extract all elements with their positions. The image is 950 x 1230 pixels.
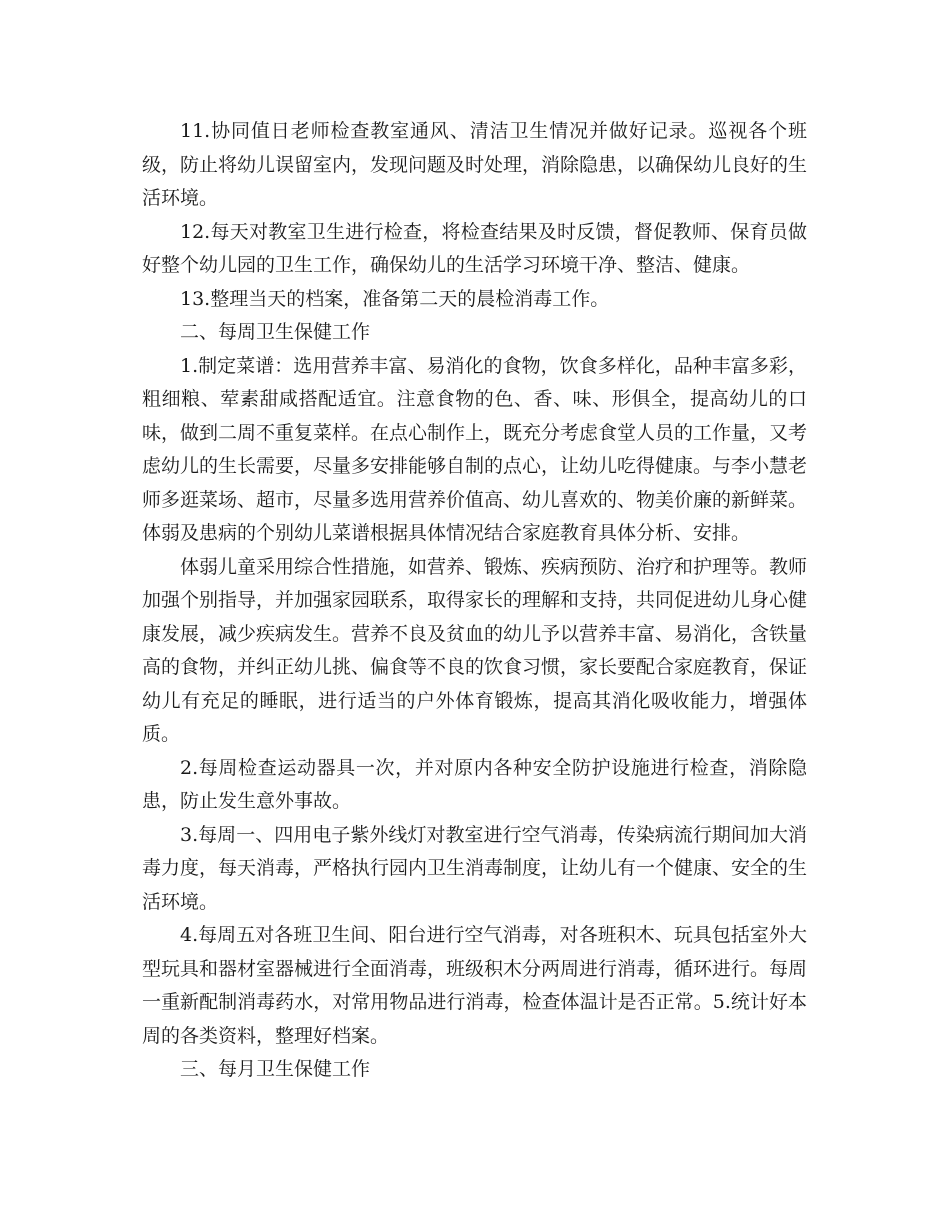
- paragraph-weekly-friday-disinfection: 4.每周五对各班卫生间、阳台进行空气消毒，对各班积木、玩具包括室外大型玩具和器材室器械进行全面消毒，班级积木分两周进行消毒，循环进行。每周一重新配制消毒药水，对常用物品进行消毒，检查体温计是否正常。5.统计好本周的各类资料，整理好档案。: [142, 924, 808, 1047]
- section-heading-weekly: 二、每周卫生保健工作: [180, 321, 371, 343]
- paragraph-item-11: 11.协同值日老师检查教室通风、清洁卫生情况并做好记录。巡视各个班级，防止将幼儿误留室内，发现问题及时处理，消除隐患，以确保幼儿良好的生活环境。: [142, 120, 808, 209]
- section-heading-monthly: 三、每月卫生保健工作: [180, 1058, 371, 1080]
- paragraph-item-13: 13.整理当天的档案，准备第二天的晨检消毒工作。: [180, 287, 610, 310]
- paragraph-weekly-menu: 1.制定菜谱：选用营养丰富、易消化的食物，饮食多样化，品种丰富多彩，粗细粮、荤素甜咸搭配适宜。注意食物的色、香、味、形俱全，提高幼儿的口味，做到二周不重复菜样。在点心制作上，既充分考虑食堂人员的工作量，又考虑幼儿的生长需要，尽量多安排能够自制的点心，让幼儿吃得健康。与李小慧老师多逛菜场、超市，尽量多选用营养价值高、幼儿喜欢的、物美价廉的新鲜菜。体弱及患病的个别幼儿菜谱根据具体情况结合家庭教育具体分析、安排。: [142, 354, 808, 544]
- paragraph-weekly-uv-disinfection: 3.每周一、四用电子紫外线灯对教室进行空气消毒，传染病流行期间加大消毒力度，每天消毒，严格执行园内卫生消毒制度，让幼儿有一个健康、安全的生活环境。: [142, 823, 808, 913]
- paragraph-weekly-equipment: 2.每周检查运动器具一次，并对原内各种安全防护设施进行检查，消除隐患，防止发生意外事故。: [142, 756, 807, 812]
- paragraph-item-12: 12.每天对教室卫生进行检查，将检查结果及时反馈，督促教师、保育员做好整个幼儿园的卫生工作，确保幼儿的生活学习环境干净、整洁、健康。: [142, 220, 807, 276]
- document-body: [142, 115, 807, 1087]
- paragraph-weak-children: 体弱儿童采用综合性措施，如营养、锻炼、疾病预防、治疗和护理等。教师加强个别指导，并加强家园联系，取得家长的理解和支持，共同促进幼儿身心健康发展，减少疾病发生。营养不良及贫血的幼儿予以营养丰富、易消化，含铁量高的食物，并纠正幼儿挑、偏食等不良的饮食习惯，家长要配合家庭教育，保证幼儿有充足的睡眠，进行适当的户外体育锻炼，提高其消化吸收能力，增强体质。: [142, 555, 808, 745]
